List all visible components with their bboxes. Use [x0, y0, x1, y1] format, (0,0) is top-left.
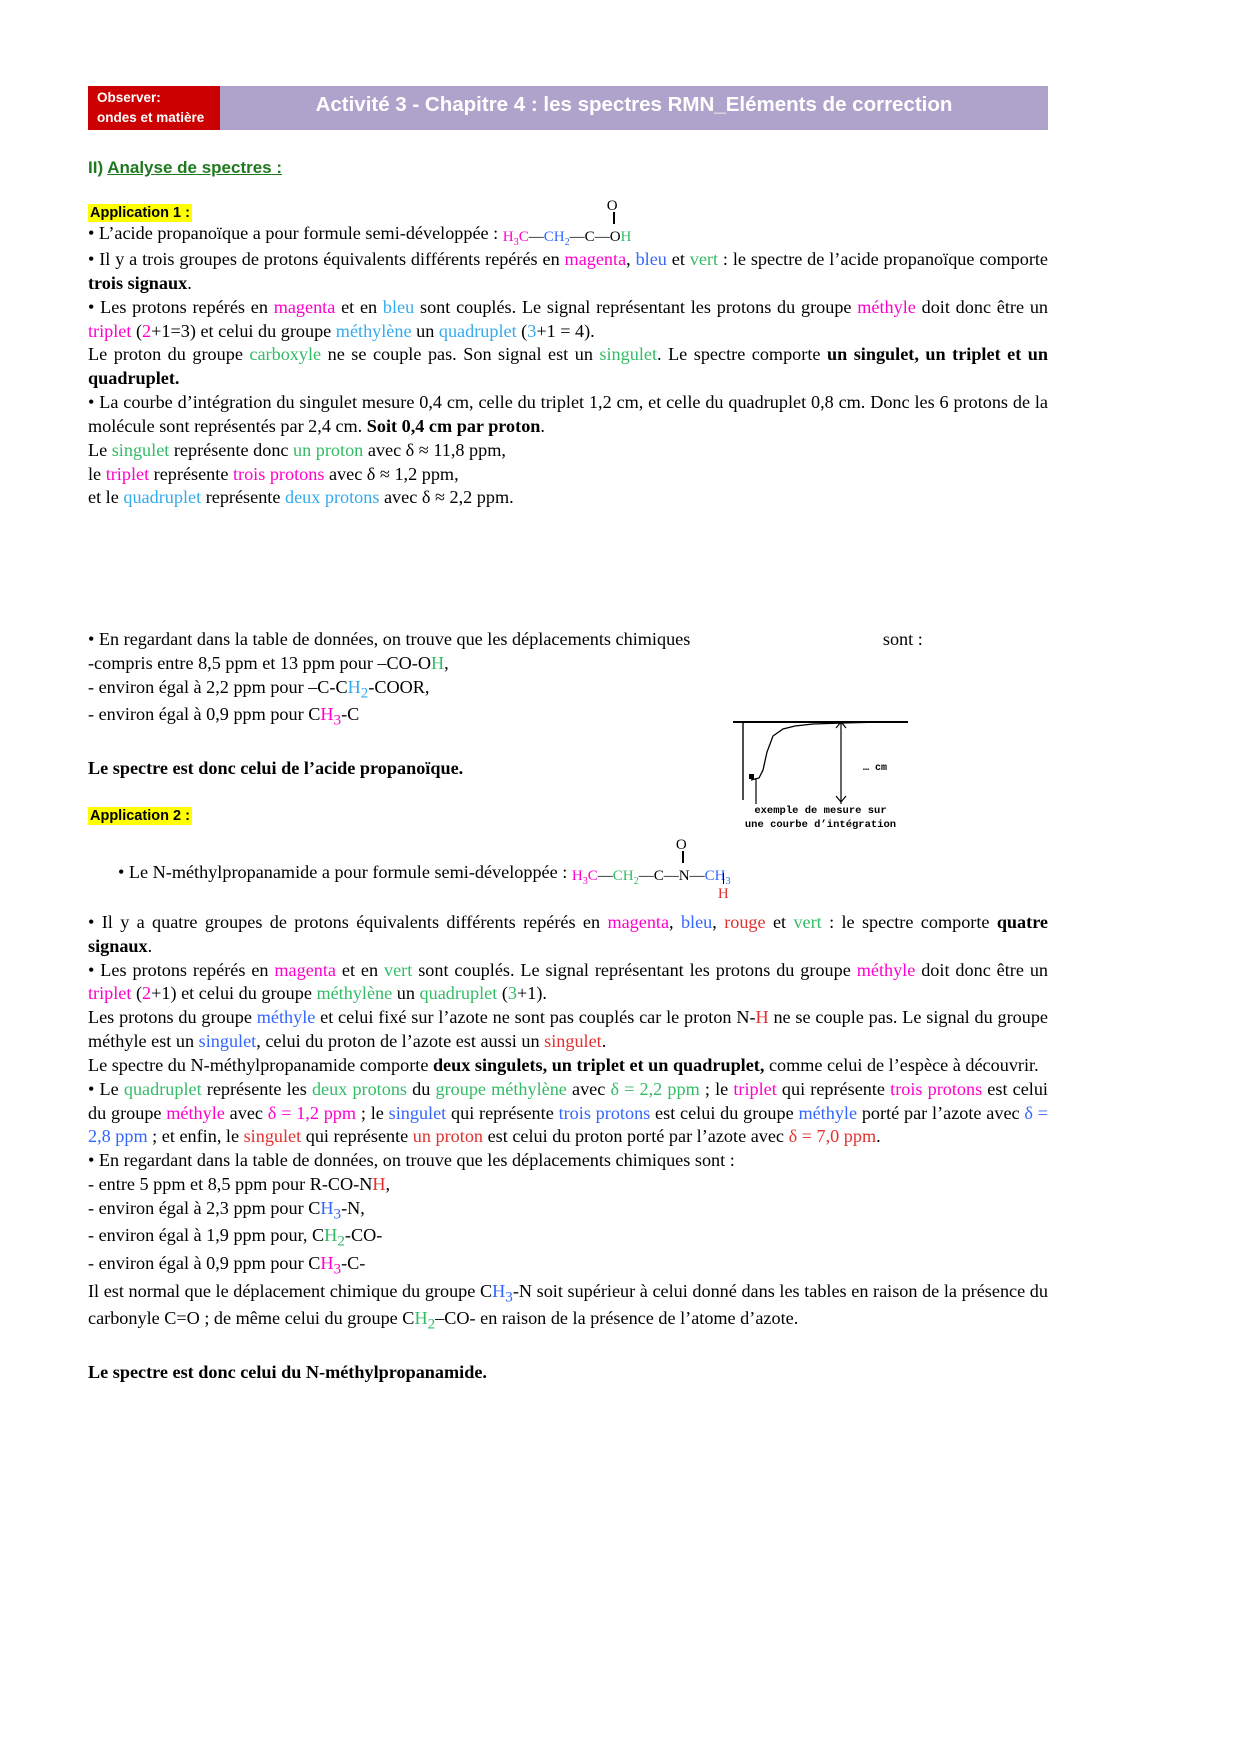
formula2-nitrogen: N [678, 867, 690, 884]
app1-p3-two: 2 [142, 320, 152, 341]
app1-p4-singulet: singulet [599, 344, 658, 365]
app1-paragraph-4 [88, 343, 1048, 391]
app1-p3-magenta: magenta [273, 296, 336, 317]
app2-conclusion: Le spectre est donc celui du N-méthylpropanamide. [88, 1361, 487, 1382]
app2-p3-triplet: triplet [88, 983, 132, 1004]
app2-paragraph-5 [88, 1054, 1048, 1078]
app1-p6-singulet: singulet [111, 439, 170, 460]
app1-p11-a: - environ égal à 2,2 ppm pour –C-C [88, 676, 348, 697]
app2-p6-e: ; le [699, 1078, 734, 1099]
app1-p3-b: et en [335, 296, 383, 317]
app1-p5-a: La courbe d’intégration du singulet mesure 0,4 cm, celle du triplet 1,2 cm, et celle du quadruplet 0,8 cm. Donc les 6 protons de la molécule sont représentés par 2,4 cm. [88, 392, 1049, 436]
app1-paragraph-8 [88, 486, 1048, 510]
caption-line-1: exemple de mesure sur [754, 805, 887, 817]
app2-p2-c: , [712, 911, 725, 932]
bullet-marker: • [88, 296, 95, 317]
app2-p9-a: - environ égal à 2,3 ppm pour C [88, 1197, 321, 1218]
section-title-text: Analyse de spectres [107, 158, 272, 177]
page-title: Activité 3 - Chapitre 4 : les spectres RMN_Eléments de correction [315, 92, 953, 116]
app2-p4-c: ne se couple pas. Le signal du groupe méthyle est un [88, 1007, 1048, 1052]
app2-p5-bold: deux singulets, un triplet et un quadruplet, [432, 1054, 765, 1075]
app2-p12-sub: 3 [505, 1288, 513, 1306]
app2-p6-a: Le [99, 1078, 124, 1099]
bullet-marker: • [88, 911, 95, 932]
app1-p3-a: Les protons repérés en [100, 296, 274, 317]
formula2-carbonyl-c: C [653, 867, 664, 884]
formula2-nh-hydrogen: H [717, 885, 729, 902]
formula1-bond-2: — [569, 229, 585, 245]
app2-p3-quadruplet: quadruplet [419, 983, 498, 1004]
app2-p4-singulet: singulet [198, 1031, 257, 1052]
app1-p2-vert: vert [689, 249, 719, 269]
app1-p4-b: ne se couple pas. Son signal est un [321, 344, 600, 365]
app2-p6-p: . [876, 1126, 881, 1147]
app1-p3-d: doit donc être un [915, 296, 1049, 317]
app2-paragraph-2 [88, 911, 1048, 959]
formula1-ch: CH [543, 229, 565, 245]
bullet-marker: • [88, 629, 95, 650]
app2-p4-methyle: méthyle [256, 1007, 316, 1028]
app1-p12-sub: 3 [333, 712, 342, 730]
app2-p8-b: , [385, 1174, 391, 1195]
header-tag-line1: Observer: [97, 90, 161, 106]
bullet-marker: • [88, 1150, 95, 1171]
app1-p7-trois: trois protons [232, 463, 325, 484]
app2-p11-b: -C- [341, 1253, 366, 1273]
app2-p3-e: ( [131, 983, 143, 1004]
header-theme-tag [88, 86, 220, 130]
app1-p2-c: et [666, 249, 690, 269]
formula1-methylene [543, 229, 570, 248]
app2-p6-b: représente les [201, 1078, 312, 1099]
app1-p6-a: Le [88, 439, 112, 460]
app2-p12-c: –CO- en raison de la présence de l’atome d’azote. [435, 1308, 799, 1329]
app1-p11-sub: 2 [360, 684, 369, 702]
app2-p11-h: H [320, 1253, 334, 1273]
app2-p3-b: et en [336, 959, 385, 980]
formula2-bond-1: — [597, 867, 613, 884]
app2-p6-m: ; et enfin, le [147, 1126, 244, 1147]
figure-spacer [88, 510, 1048, 628]
app2-p5-b: comme celui de l’espèce à découvrir. [764, 1054, 1039, 1075]
page-header [88, 86, 1048, 130]
app1-p10-a: -compris entre 8,5 ppm et 13 ppm pour –CO-O [88, 653, 431, 674]
app2-p4-singulet2: singulet [544, 1031, 602, 1052]
formula2-methyl [571, 867, 598, 887]
app2-p6-triplet: triplet [733, 1078, 777, 1099]
app2-p6-delta4: δ = 7,0 ppm [788, 1126, 877, 1147]
app1-p12-h: H [320, 704, 334, 725]
app2-paragraph-9 [88, 1197, 1048, 1225]
app1-p3-triplet: triplet [88, 320, 132, 341]
app1-p2-a: Il y a trois groupes de protons équivalents différents repérés en [99, 249, 565, 269]
app1-p9-b: sont : [882, 629, 923, 650]
formula1-methyl [502, 229, 529, 248]
app2-paragraph-11 [88, 1252, 1048, 1280]
app2-p6-g: est celui du groupe [88, 1078, 1048, 1123]
app1-p2-e: . [187, 272, 192, 293]
formula1-bond-1: — [528, 229, 544, 245]
app2-p4-a: Les protons du groupe [88, 1007, 257, 1028]
section-heading [88, 158, 1048, 178]
bullet-marker: • [88, 223, 95, 243]
app1-p3-quadruplet: quadruplet [438, 320, 517, 341]
app1-p3-e: ( [131, 320, 143, 341]
app1-p4-a: Le proton du groupe [88, 344, 250, 365]
propanoic-acid-formula [502, 198, 632, 248]
app1-paragraph-3 [88, 296, 1048, 344]
app2-p2-magenta: magenta [607, 911, 670, 932]
app2-p10-sub: 2 [337, 1233, 345, 1251]
app2-p4-d: , celui du proton de l’azote est aussi un [256, 1031, 545, 1052]
app2-p6-quadruplet: quadruplet [123, 1078, 202, 1099]
integration-curve-figure [733, 712, 908, 832]
formula1-h: H [502, 229, 514, 245]
app1-paragraph-10 [88, 652, 1048, 676]
formula2-bond-4: — [689, 867, 705, 884]
app1-paragraph-6 [88, 439, 1048, 463]
app1-p3-methyle: méthyle [857, 296, 916, 317]
app2-p2-e: : le spectre comporte [821, 911, 997, 932]
app2-p6-singulet2: singulet [243, 1126, 302, 1147]
app1-p3-f: +1=3) et celui du groupe [151, 320, 336, 341]
app2-p6-k: est celui du groupe [650, 1102, 799, 1123]
app1-p7-c: avec δ ≈ 1,2 ppm, [324, 463, 459, 484]
app1-p11-b: -COOR, [368, 676, 430, 697]
app2-p6-j: qui représente [446, 1102, 559, 1123]
app1-p3-i: +1 = 4). [536, 320, 595, 341]
formula2-h: H [571, 867, 583, 884]
app1-p2-b: , [626, 249, 636, 269]
formula2-h-sub: 3 [582, 875, 588, 887]
app1-p8-b: représente [201, 487, 285, 508]
app2-paragraph-4 [88, 1006, 1048, 1054]
app2-p6-methyle: méthyle [166, 1102, 225, 1123]
bullet-marker: • [88, 959, 95, 980]
app2-p2-bleu: bleu [680, 911, 713, 932]
app2-p3-f: +1) et celui du groupe [151, 983, 317, 1004]
integration-figure-caption [733, 804, 908, 832]
app2-p12-sub2: 2 [427, 1315, 436, 1333]
app2-p6-l: porté par l’azote avec [857, 1102, 1025, 1123]
app1-p3-three: 3 [527, 320, 537, 341]
formula1-hydroxyl-h: H [620, 229, 632, 245]
app2-paragraph-8 [88, 1173, 1048, 1197]
app1-p8-a: et le [88, 487, 124, 508]
bullet-marker: • [88, 392, 95, 413]
app1-paragraph-5 [88, 391, 1048, 439]
app2-p2-vert: vert [793, 911, 822, 932]
formula1-carbonyl-c: C [584, 229, 595, 245]
formula1-oxygen: O [609, 229, 621, 245]
app1-p3-methylene: méthylène [335, 320, 412, 341]
app2-p3-two: 2 [142, 983, 152, 1004]
app1-p9-a: En regardant dans la table de données, on trouve que les déplacements chimiques [98, 629, 695, 650]
app1-p3-c: sont couplés. Le signal représentant les protons du groupe [414, 296, 858, 317]
app2-p2-a: Il y a quatre groupes de protons équivalents différents repérés en [101, 911, 608, 932]
app1-p2-bleu: bleu [635, 249, 667, 269]
app1-p5-b: . [540, 415, 545, 436]
app1-paragraph-9 [88, 628, 1048, 652]
formula1-top-oxygen: O [606, 198, 618, 214]
formula2-ch3-sub: 3 [725, 875, 731, 887]
app2-p12-h2: H [414, 1308, 428, 1329]
app1-paragraph-11 [88, 676, 1048, 704]
formula2-methylene [612, 867, 639, 887]
formula2-ch-sub: 2 [633, 875, 639, 887]
header-tag-line2: ondes et matière [97, 110, 205, 125]
app1-p6-c: avec δ ≈ 11,8 ppm, [363, 439, 506, 460]
app2-p2-rouge: rouge [724, 911, 766, 932]
app1-p7-triplet: triplet [105, 463, 150, 484]
app2-paragraph-6 [88, 1078, 1048, 1150]
app2-p12-b: -N soit supérieur à celui donné dans les tables en raison de la présence du carbonyle C=O ; de même celui du groupe C [88, 1280, 1048, 1329]
app2-p2-b: , [669, 911, 681, 932]
app2-p3-d: doit donc être un [915, 959, 1049, 980]
formula1-double-bond [613, 212, 615, 224]
app1-p6-b: représente donc [169, 439, 294, 460]
app1-p8-quadruplet: quadruplet [123, 487, 202, 508]
app1-p4-carboxyle: carboxyle [249, 344, 322, 365]
formula1-ch-sub: 2 [564, 237, 570, 248]
app2-p6-h: avec [224, 1102, 268, 1123]
bullet-marker: • [118, 861, 125, 882]
app2-p6-delta1: δ = 2,2 ppm [610, 1078, 700, 1099]
app2-p6-singulet: singulet [388, 1102, 447, 1123]
app1-p4-bold: un singulet, un triplet et un quadruplet. [88, 344, 1048, 389]
app2-p6-o: est celui du proton porté par l’azote avec [483, 1126, 789, 1147]
app1-p11-h: H [347, 676, 361, 697]
app2-paragraph-12 [88, 1280, 1048, 1335]
app2-p2-d: et [765, 911, 794, 932]
app2-p10-h: H [324, 1225, 338, 1246]
app1-p6-unproton: un proton [293, 439, 364, 460]
app2-p7-text: En regardant dans la table de données, on trouve que les déplacements chimiques sont : [98, 1150, 735, 1171]
app1-p3-bleu: bleu [382, 296, 415, 317]
app1-p7-b: représente [149, 463, 233, 484]
formula2-bond-3: — [663, 867, 679, 884]
section-title-colon: : [271, 158, 283, 177]
app2-p6-trois2: trois protons [558, 1102, 651, 1123]
app2-p3-g: un [392, 983, 420, 1004]
formula2-c: C [587, 867, 598, 884]
app2-p12-a: Il est normal que le déplacement chimique du groupe C [88, 1280, 493, 1301]
app1-p5-bold: Soit 0,4 cm par proton [366, 415, 541, 436]
formula2-bond-2: — [638, 867, 654, 884]
app2-p3-methyle: méthyle [856, 959, 916, 980]
app1-p3-h: ( [516, 320, 528, 341]
app2-p6-delta3: δ = 2,8 ppm [88, 1102, 1049, 1147]
n-methylpropanamide-formula [571, 836, 731, 902]
app2-p6-c: du [407, 1078, 436, 1099]
app2-p10-b: -CO- [344, 1225, 383, 1246]
formula1-c: C [518, 229, 529, 245]
formula2-ch3: CH [704, 867, 726, 884]
app1-p3-g: un [411, 320, 439, 341]
app2-p6-trois: trois protons [890, 1078, 983, 1099]
app1-paragraph-7 [88, 463, 1048, 487]
app2-p10-a: - environ égal à 1,9 ppm pour, C [88, 1225, 325, 1246]
app2-p12-h: H [492, 1280, 506, 1301]
formula1-bond-3: — [594, 229, 610, 245]
application-2-label: Application 2 : [90, 807, 190, 824]
formula1-h-sub: 3 [513, 237, 519, 248]
formula2-double-bond [682, 851, 684, 863]
formula2-n-h-bond [723, 873, 724, 884]
app1-paragraph-2 [88, 248, 1048, 296]
integration-curve-plot [733, 712, 908, 804]
app2-p3-vert: vert [384, 959, 413, 980]
app2-p3-i: +1). [516, 983, 547, 1004]
bullet-marker: • [88, 1078, 95, 1099]
formula2-n-methyl [704, 867, 731, 887]
app2-p1-text: Le N-méthylpropanamide a pour formule semi-développée : [128, 861, 572, 882]
app2-p8-h: H [372, 1174, 386, 1195]
app2-p6-delta2: δ = 1,2 ppm [267, 1102, 357, 1123]
app2-p2-bold: quatre signaux [88, 911, 1049, 956]
integration-unit-label: … cm [863, 763, 888, 774]
app2-p3-h: ( [497, 983, 508, 1004]
app1-p8-c: avec δ ≈ 2,2 ppm. [379, 487, 514, 508]
app2-p2-f: . [147, 935, 153, 956]
app1-conclusion: Le spectre est donc celui de l’acide propanoïque. [88, 758, 464, 778]
document-page [88, 0, 1048, 1384]
app1-p10-b: , [444, 653, 449, 674]
app2-p9-b: -N, [341, 1197, 365, 1218]
app2-p6-methyle2: méthyle [798, 1102, 858, 1123]
application-1-label: Application 1 : [90, 205, 190, 221]
app2-p6-f: qui représente [776, 1078, 891, 1099]
app1-p12-b: -C [341, 704, 360, 725]
app2-p6-unproton: un proton [412, 1126, 484, 1147]
app2-p3-c: sont couplés. Le signal représentant les protons du groupe [412, 959, 857, 980]
app2-paragraph-formula [88, 836, 1048, 902]
formula2-ch: CH [612, 867, 634, 884]
app2-p5-a: Le spectre du N-méthylpropanamide comporte [88, 1054, 433, 1075]
app2-p4-h: H [755, 1007, 769, 1028]
app1-p2-magenta: magenta [564, 249, 627, 269]
section-number: II) [88, 158, 104, 177]
application-1-label-wrap [88, 178, 1048, 222]
app1-p4-c: . Le spectre comporte [657, 344, 827, 365]
app2-p6-i: ; le [356, 1102, 389, 1123]
app2-p4-e: . [601, 1031, 607, 1052]
integration-curve-svg [733, 712, 908, 804]
app2-paragraph-3 [88, 959, 1048, 1007]
app2-paragraph-10 [88, 1224, 1048, 1252]
app2-p6-d: avec [566, 1078, 611, 1099]
app2-p9-h: H [320, 1197, 334, 1218]
app2-p3-magenta: magenta [274, 959, 336, 980]
formula2-top-oxygen: O [675, 836, 687, 853]
app2-p3-three: 3 [507, 983, 517, 1004]
app2-p6-n: qui représente [301, 1126, 413, 1147]
app1-p10-h: H [430, 653, 445, 674]
app2-p6-deux: deux protons [311, 1078, 408, 1099]
app2-p11-a: - environ égal à 0,9 ppm pour C [88, 1253, 321, 1273]
app1-p2-d: : le spectre de l’acide propanoïque comporte [718, 249, 1049, 269]
app2-p3-a: Les protons repérés en [100, 959, 275, 980]
header-title-banner [220, 86, 1048, 130]
app2-p11-sub: 3 [333, 1260, 342, 1278]
app1-p7-a: le [88, 463, 106, 484]
app1-p2-bold: trois signaux [88, 272, 188, 293]
app1-p1-text: L’acide propanoïque a pour formule semi-développée : [98, 223, 503, 243]
app2-p6-groupe: groupe méthylène [435, 1078, 567, 1099]
app2-p9-sub: 3 [333, 1205, 342, 1223]
app2-p4-b: et celui fixé sur l’azote ne sont pas couplés car le proton N- [315, 1007, 756, 1028]
app2-p3-methylene: méthylène [316, 983, 393, 1004]
caption-line-2: une courbe d’intégration [744, 819, 897, 832]
bullet-marker: • [88, 249, 95, 269]
app1-p8-deux: deux protons [284, 487, 380, 508]
app1-p12-a: - environ égal à 0,9 ppm pour C [88, 704, 321, 725]
app2-p8-a: - entre 5 ppm et 8,5 ppm pour R-CO-N [88, 1174, 373, 1195]
app2-paragraph-7 [88, 1149, 1048, 1173]
